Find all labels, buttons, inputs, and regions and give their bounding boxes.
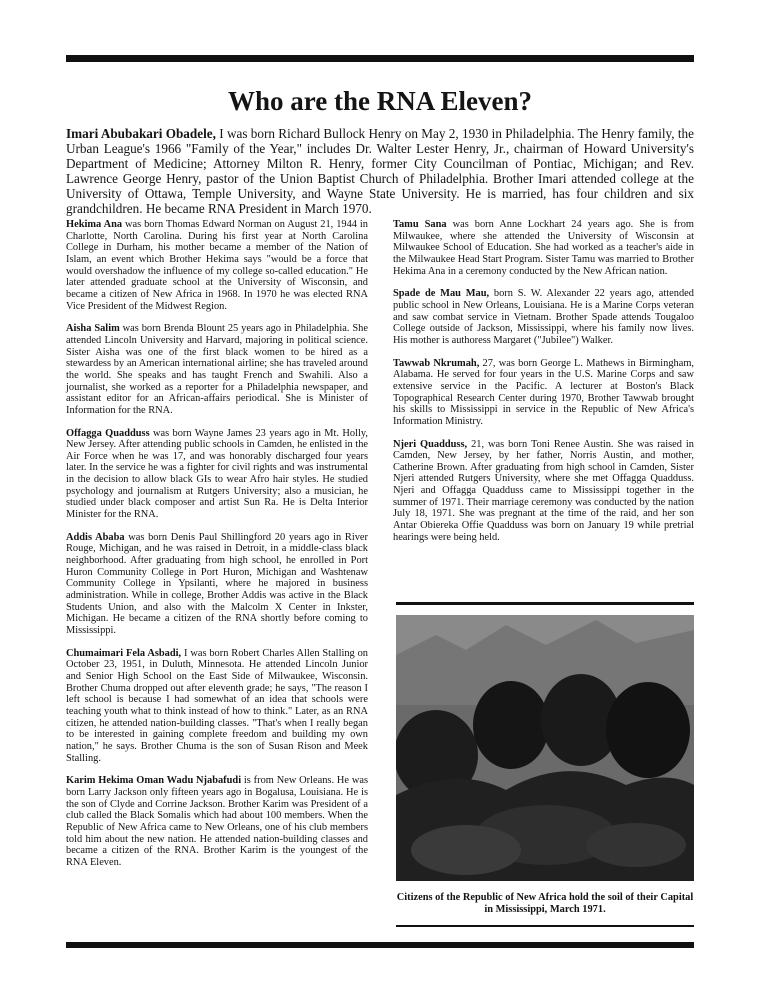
intro-paragraph [66, 127, 694, 216]
photo-top-rule [396, 602, 694, 605]
bio-tamu-sana [393, 219, 694, 277]
page-title: Who are the RNA Eleven? [228, 86, 532, 116]
intro-name: Imari Abubakari Obadele, [66, 126, 216, 141]
bio-offagga-quadduss [66, 428, 368, 521]
bio-name: Aisha Salim [66, 323, 120, 335]
bio-name: Njeri Quadduss, [393, 438, 468, 450]
bio-text: was born Brenda Blount 25 years ago in Philadelphia. She attended Lincoln University and Harvard, majoring in political science. Sister Aisha was one of the first black women to be hired as a stewardess by an American international airline; she has traveled around the world. She speaks and has taught French and Swahili. Also a journalist, she worked as a reporter for a Philadelphia newspaper, and assistant editor for an African-affairs periodical. She is Minister of Information for the RNA. [66, 323, 368, 416]
bio-tawwab-nkrumah [393, 358, 694, 428]
photo-bottom-rule [396, 925, 694, 927]
bio-text: was born Wayne James 23 years ago in Mt. Holly, New Jersey. After attending public schools in Camden, he enlisted in the Air Force when he was 17, and was honorably discharged four years later. In the service he was a fighter for civil rights and was instrumental in the decision to allow black GIs to wear Afro hair styles. He studied psychology and journalism at Rutgers University; also a musician, he studied under black composer and artist Sun Ra. He is Delta Interior Minister for the RNA. [66, 427, 368, 521]
bio-njeri-quadduss [393, 439, 694, 544]
bio-name: Tamu Sana [393, 219, 447, 230]
top-rule [66, 55, 694, 62]
right-column [393, 219, 694, 554]
bio-text: was born Anne Lockhart 24 years ago. She is from Milwaukee, where she attended the University of Wisconsin at Milwaukee School of Education. She had worked as a teacher's aide in the Milwaukee Head Start Program. Sister Tamu was married to Brother Hekima Ana in a ceremony conducted by the New African nation. [393, 219, 695, 277]
bio-name: Offagga Quadduss [66, 427, 150, 439]
intro-text: I was born Richard Bullock Henry on May 2, 1930 in Philadelphia. The Henry family, the Urban League's 1966 "Family of the Year," includes Dr. Walter Lester Henry, Jr., chairman of Howard University's Department of Medicine; Attorney Milton R. Henry, former City Councilman of Pontiac, Michigan; and Rev. Lawrence George Henry, pastor of the Union Baptist Church of Philadelphia. Brother Imari attended college at the University of Ottawa, Temple University, and Wayne State University. He is married, has four children and six grandchildren. He became RNA President in March 1970. [66, 126, 694, 216]
bio-addis-ababa [66, 532, 368, 637]
bio-hekima-ana [66, 219, 368, 312]
bio-text: born S. W. Alexander 22 years ago, attended public school in New Orleans, Louisiana. He is a Marine Corps veteran and saw combat service in Vietnam. Brother Spade attends Tougaloo College outside of Jackson, Mississippi, where his family now lives. His mother is authoress Margaret ("Jubilee") Walker. [393, 288, 694, 346]
bio-name: Tawwab Nkrumah, [393, 357, 480, 369]
bio-name: Chumaimari Fela Asbadi, [66, 647, 182, 659]
bio-spade-de-mau-mau [393, 288, 694, 346]
group-photo [396, 615, 694, 881]
bio-text: I was born Robert Charles Allen Stalling on October 23, 1951, in Duluth, Minnesota. He attended Lincoln Junior and Senior High School on the East Side of Milwaukee, Wisconsin. Brother Chuma dropped out after eleventh grade; he says, "The reason I left school is because I had somewhat of an idea that schools were teaching youth what to think instead of how to think." Later, as an RNA citizen, he attended nation-building classes. "That's when I really began to be interested in gaining complete freedom and building my own nation," he says. Brother Chuma is the son of Susan Rison and Meek Stalling. [66, 647, 368, 764]
bio-karim-njabafudi [66, 775, 368, 868]
bio-text: was born Thomas Edward Norman on August 21, 1944 in Charlotte, North Carolina. During his first year at North Carolina College in Durham, his mother became a member of the Nation of Islam, an event which Brother Hekima says "would be a force that would overshadow the influence of my college so-called education." He later attended graduate school at the University of Wisconsin, and became a citizen of New Africa in 1968. In 1970 he was elected RNA Vice President of the Midwest Region. [66, 219, 368, 312]
bio-chumaimari-fela-asbadi [66, 648, 368, 765]
bio-text: was born Denis Paul Shillingford 20 years ago in River Rouge, Michigan, and he was raised in Detroit, in a middle-class black neighborhood. After graduating from high school, he enrolled in Port Huron Community College in Port Huron, Michigan and Washtenaw Community College in Ypsilanti, where he majored in business administration. While in college, Brother Addis was active in the Black Students Union, and also with the Malcolm X Center in Inkster, Michigan. He became a citizen of the RNA shortly before coming to Mississippi. [66, 531, 369, 636]
bio-name: Spade de Mau Mau, [393, 288, 490, 300]
bio-text: 21, was born Toni Renee Austin. She was raised in Camden, New Jersey, by her father, Norris Austin, and mother, Catherine Brown. After graduating from high school in Camden, Sister Njeri attended Rutgers University, where she met Offagga Quadduss. Njeri and Offagga Quadduss came to Mississippi together in the summer of 1971. Their marriage ceremony was conducted by the nation July 18, 1971. She was pregnant at the time of the raid, and her son Antar Obiereka Offie Quadduss was born on January 19 while pretrial hearings were being held. [393, 438, 695, 543]
bio-name: Hekima Ana [66, 219, 123, 230]
bio-text: is from New Orleans. He was born Larry Jackson only fifteen years ago in Bogalusa, Louisiana. He is the son of Clyde and Corrine Jackson. Brother Karim was President of a club called the Black Somalis which had about 100 members. When the Republic of New Africa came to New Orleans, one of his club members told him about the new nation. He attended nation-building classes and became a citizen of the RNA. Brother Karim is the youngest of the RNA Eleven. [66, 775, 368, 868]
left-column [66, 219, 368, 879]
bio-name: Addis Ababa [66, 531, 125, 543]
bio-aisha-salim [66, 323, 368, 416]
bio-name: Karim Hekima Oman Wadu Njabafudi [66, 775, 242, 787]
group-photo-image [396, 615, 694, 881]
bottom-rule [66, 942, 694, 948]
bio-text: 27, was born George L. Mathews in Birmingham, Alabama. He served for four years in the U.S. Marine Corps and saw extensive service in the Pacific. A lecturer at Boston's Black Topographical Research Center during 1970, Brother Tawwab brought his skills to Mississippi in service in the Republic of New Africa's Information Ministry. [393, 357, 695, 427]
photo-caption: Citizens of the Republic of New Africa hold the soil of their Capital in Mississippi, March 1971. [396, 892, 694, 915]
